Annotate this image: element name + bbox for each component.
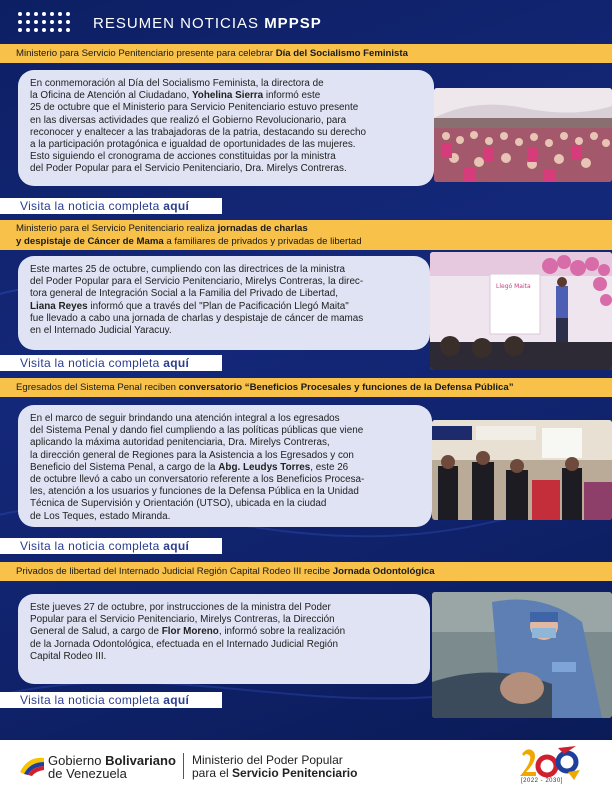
body-line: aplicando la máxima autoridad penitenciaria, Dra. Mirelys Contreras,	[30, 437, 330, 449]
body-line: les, atención a los usuarios y funciones de la Defensa Pública en la Unidad	[30, 486, 359, 498]
body-line: Capital Rodeo III.	[30, 650, 107, 662]
news-3-body	[18, 405, 432, 527]
body-line: de Los Teques, estado Miranda.	[30, 510, 171, 522]
body-line: Esto siguiendo el cronograma de acciones constituidas por la ministra	[30, 151, 336, 163]
dots-decoration	[18, 12, 76, 36]
body-line: la dirección general de Regiones para la Asistencia a los Egresados y con	[30, 449, 354, 461]
body-line: General de Salud, a cargo de Flor Moreno, informó sobre la realización	[30, 626, 346, 638]
body-line: tora general de Integración Social a la Familia del Privado de Libertad,	[30, 288, 338, 300]
body-line: la Oficina de Atención al Ciudadano, Yohelina Sierra informó este	[30, 90, 321, 102]
body-line: de octubre llevó a cabo un conversatorio referente a los Beneficios Procesa-	[30, 474, 365, 486]
body-line: de la Jornada Odontológica, efectuada en el Internado Judicial Región	[30, 638, 338, 650]
news-1-photo	[434, 88, 612, 182]
page-header	[0, 0, 612, 44]
news-4-visit-link[interactable]: Visita la noticia completa aquí	[0, 692, 222, 708]
news-2-photo	[430, 252, 612, 370]
page-footer	[0, 740, 612, 792]
body-line: del Poder Popular para el Servicio Penitenciario, Dra. Mirelys Contreras.	[30, 163, 347, 175]
body-line: del Poder Popular para el Servicio Penitenciario, Mirelys Contreras, la direc-	[30, 276, 364, 288]
news-3-visit-link[interactable]: Visita la noticia completa aquí	[0, 538, 222, 554]
news-2-headline: Ministerio para el Servicio Penitenciario realiza jornadas de charlas y despistaje de Cáncer de Mama a familiares de privados y privadas de libertad	[0, 220, 612, 250]
body-line: 25 de octubre que el Ministerio para Servicio Penitenciario estuvo presente	[30, 102, 359, 114]
body-line: Este martes 25 de octubre, cumpliendo con las directrices de la ministra	[30, 264, 346, 275]
body-line: Liana Reyes informó que a través del "Plan de Pacificación Llegó Maita"	[30, 300, 349, 312]
bicentenario-years: [2022 - 2030]	[521, 778, 563, 784]
body-line: reconocer y enaltecer a las trabajadoras de la patria, destacando su derecho	[30, 126, 366, 138]
body-line: En el marco de seguir brindando una atención integral a los egresados	[30, 413, 340, 424]
body-line: a la participación protagónica e igualdad de oportunidades de las mujeres.	[30, 139, 356, 151]
news-2-visit-link[interactable]: Visita la noticia completa aquí	[0, 355, 222, 371]
venezuela-flag-icon	[18, 754, 46, 776]
news-3-headline: Egresados del Sistema Penal reciben conversatorio “Beneficios Procesales y funciones de la Defensa Pública”	[0, 378, 612, 397]
footer-divider	[183, 753, 184, 779]
news-1-body	[18, 70, 434, 186]
news-2-body	[18, 256, 430, 350]
body-line: en las diversas actividades que realizó el Gobierno Revolucionario, para	[30, 114, 347, 126]
news-4-body	[18, 594, 430, 684]
news-1-headline: Ministerio para Servicio Penitenciario presente para celebrar Día del Socialismo Feminista	[0, 44, 612, 63]
news-1-visit-link[interactable]: Visita la noticia completa aquí	[0, 198, 222, 214]
news-2-photo-text: Llegó Maita	[496, 283, 531, 290]
news-4-headline: Privados de libertad del Internado Judicial Región Capital Rodeo III recibe Jornada Odontológica	[0, 562, 612, 581]
body-line: del Sistema Penal y dando fiel cumpliendo a las políticas públicas que viene	[30, 425, 364, 437]
news-3-photo	[432, 420, 612, 520]
body-line: Beneficio del Sistema Penal, a cargo de la Abg. Leudys Torres, este 26	[30, 461, 349, 473]
body-line: fue llevado a cabo una jornada de charlas y despistaje de cáncer de mamas	[30, 312, 364, 324]
gobierno-bolivariano-logo-text: Gobierno Bolivariano de Venezuela	[48, 753, 176, 781]
body-line: En conmemoración al Día del Socialismo Feminista, la directora de	[30, 78, 324, 89]
body-line: Popular para el Servicio Penitenciario, Mirelys Contreras, la Dirección	[30, 614, 335, 626]
body-line: en el Internado Judicial Yaracuy.	[30, 325, 172, 337]
news-4-photo	[432, 592, 612, 718]
body-line: Técnica de Supervisión y Orientación (UTSO), ubicada en la ciudad	[30, 498, 327, 510]
ministerio-logo-text: Ministerio del Poder Popular para el Servicio Penitenciario	[192, 753, 358, 780]
page-title: RESUMEN NOTICIAS MPPSP	[93, 15, 322, 32]
body-line: Este jueves 27 de octubre, por instrucciones de la ministra del Poder	[30, 602, 331, 613]
